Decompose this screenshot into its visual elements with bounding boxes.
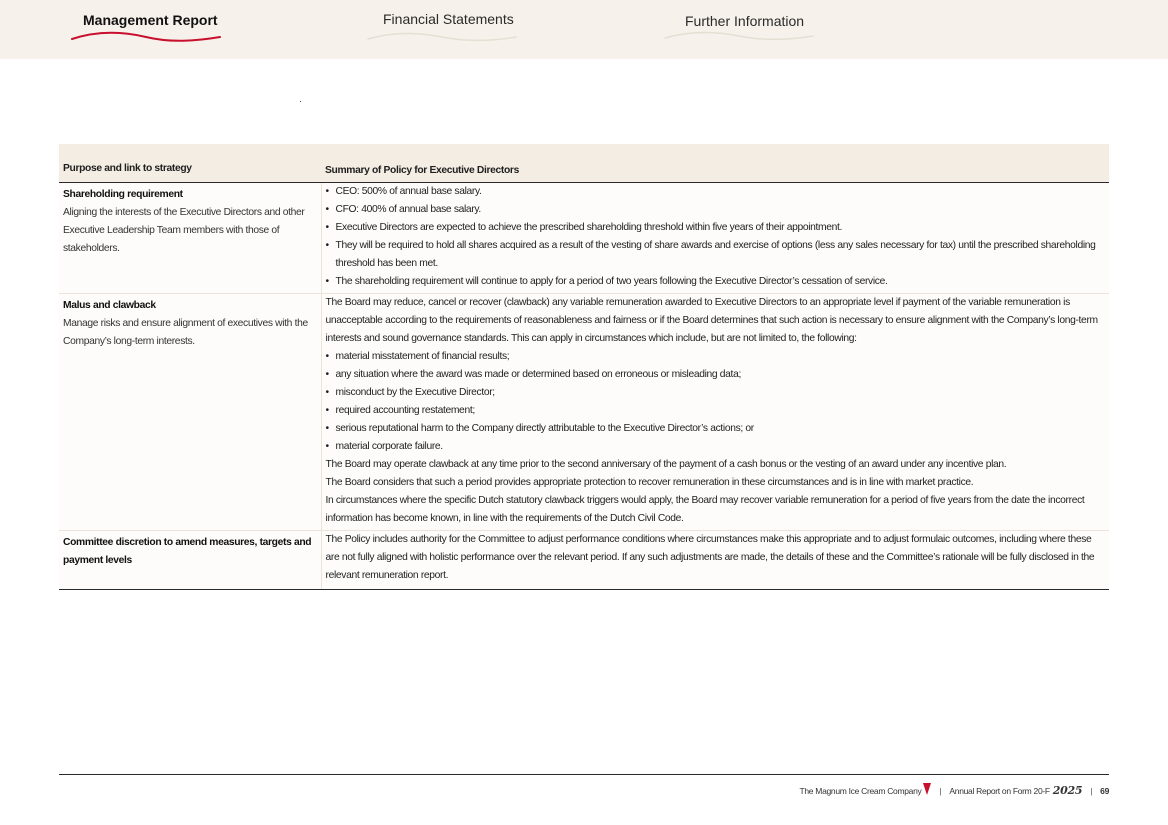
paragraph: The Board may reduce, cancel or recover (clawback) any variable remuneration awarded to Executive Directors to an appropriate level if payment of the variable remuneration is unacceptable according to the requirements of reasonableness and fairness or if the Board determines that such action is necessary to ensure alignment with the Company’s long-term interests and sound governance standards. This can apply in circumstances which include, but are not limited to, the following: xyxy=(325,297,1098,344)
summary-cell xyxy=(321,294,1109,531)
policy-table xyxy=(59,144,1109,590)
row-title: Malus and clawback xyxy=(63,300,156,311)
wave-underline-icon xyxy=(367,30,517,42)
paragraph: In circumstances where the specific Dutch statutory clawback triggers would apply, the Board may recover variable remuneration for a period of five years from the date the incorrect information has become known, in line with the requirements of the Dutch Civil Code. xyxy=(325,495,1085,524)
top-navigation xyxy=(0,0,1168,59)
table-header-row xyxy=(59,144,1109,183)
company-name: The Magnum Ice Cream Company xyxy=(799,785,922,796)
paragraph: The Board may operate clawback at any time prior to the second anniversary of the payment of a cash bonus or the vesting of an award under any incentive plan. xyxy=(325,459,1007,470)
paragraph: The Board considers that such a period provides appropriate protection to recover remuneration in these circumstances and is in line with market practice. xyxy=(325,477,974,488)
report-year: 2025 xyxy=(1052,784,1083,797)
tab-further-information[interactable] xyxy=(685,13,804,29)
purpose-cell xyxy=(59,531,321,590)
list-item: • CFO: 400% of annual base salary. xyxy=(326,201,1106,219)
table-row-malus-clawback xyxy=(59,294,1109,531)
list-item: • required accounting restatement; xyxy=(326,402,1106,420)
wave-underline-icon xyxy=(71,30,221,42)
column-header-summary: Summary of Policy for Executive Directors xyxy=(321,144,1109,183)
list-item: • any situation where the award was made or determined based on erroneous or misleading data; xyxy=(326,366,1106,384)
paragraph: The Policy includes authority for the Committee to adjust performance conditions where circumstances make this appropriate and to adjust formulaic outcomes, including where these are not fully aligned with holistic performance over the relevant period. If any such adjustments are made, the details of these and the Committee’s rationale will be fully disclosed in the relevant remuneration report. xyxy=(325,534,1095,581)
wave-underline-icon xyxy=(664,29,814,41)
list-item: • material misstatement of financial results; xyxy=(326,348,1106,366)
tab-label: Further Information xyxy=(685,13,805,29)
magnum-logo-icon xyxy=(923,783,931,795)
list-item: • The shareholding requirement will continue to apply for a period of two years following the Executive Director’s cessation of service. xyxy=(326,273,1106,291)
tab-label: Financial Statements xyxy=(383,11,514,27)
page-number: 69 xyxy=(1100,785,1109,796)
page-footer xyxy=(799,784,1109,797)
bullet-list xyxy=(326,183,1106,291)
footer-separator: | xyxy=(1090,785,1093,796)
row-title: Shareholding requirement xyxy=(63,189,183,200)
summary-cell xyxy=(321,183,1109,294)
footer-divider xyxy=(59,774,1109,775)
list-item: • misconduct by the Executive Director; xyxy=(326,384,1106,402)
tab-financial-statements[interactable] xyxy=(383,11,514,27)
decorative-dot xyxy=(300,101,301,102)
summary-cell xyxy=(321,531,1109,590)
row-description: Aligning the interests of the Executive Directors and other Executive Leadership Team members with those of stakeholders. xyxy=(63,207,305,254)
purpose-cell xyxy=(59,294,321,531)
table-row-committee-discretion xyxy=(59,531,1109,590)
list-item: • CEO: 500% of annual base salary. xyxy=(326,183,1106,201)
list-item: • serious reputational harm to the Company directly attributable to the Executive Director’s actions; or xyxy=(326,420,1106,438)
tab-management-report[interactable] xyxy=(83,12,218,28)
list-item: • Executive Directors are expected to achieve the prescribed shareholding threshold within five years of their appointment. xyxy=(326,219,1106,237)
footer-separator: | xyxy=(939,785,942,796)
list-item: • material corporate failure. xyxy=(326,438,1106,456)
list-item: • They will be required to hold all shares acquired as a result of the vesting of share awards and exercise of options (less any sales necessary for tax) until the prescribed shareholding threshold has been met. xyxy=(326,237,1106,273)
bullet-list xyxy=(326,348,1106,456)
row-title: Committee discretion to amend measures, targets and payment levels xyxy=(63,537,312,566)
tab-label: Management Report xyxy=(83,12,218,28)
table-row-shareholding xyxy=(59,183,1109,294)
column-header-purpose: Purpose and link to strategy xyxy=(59,144,321,183)
report-title: Annual Report on Form 20-F xyxy=(949,785,1050,796)
row-description: Manage risks and ensure alignment of executives with the Company’s long-term interests. xyxy=(63,318,308,347)
purpose-cell xyxy=(59,183,321,294)
